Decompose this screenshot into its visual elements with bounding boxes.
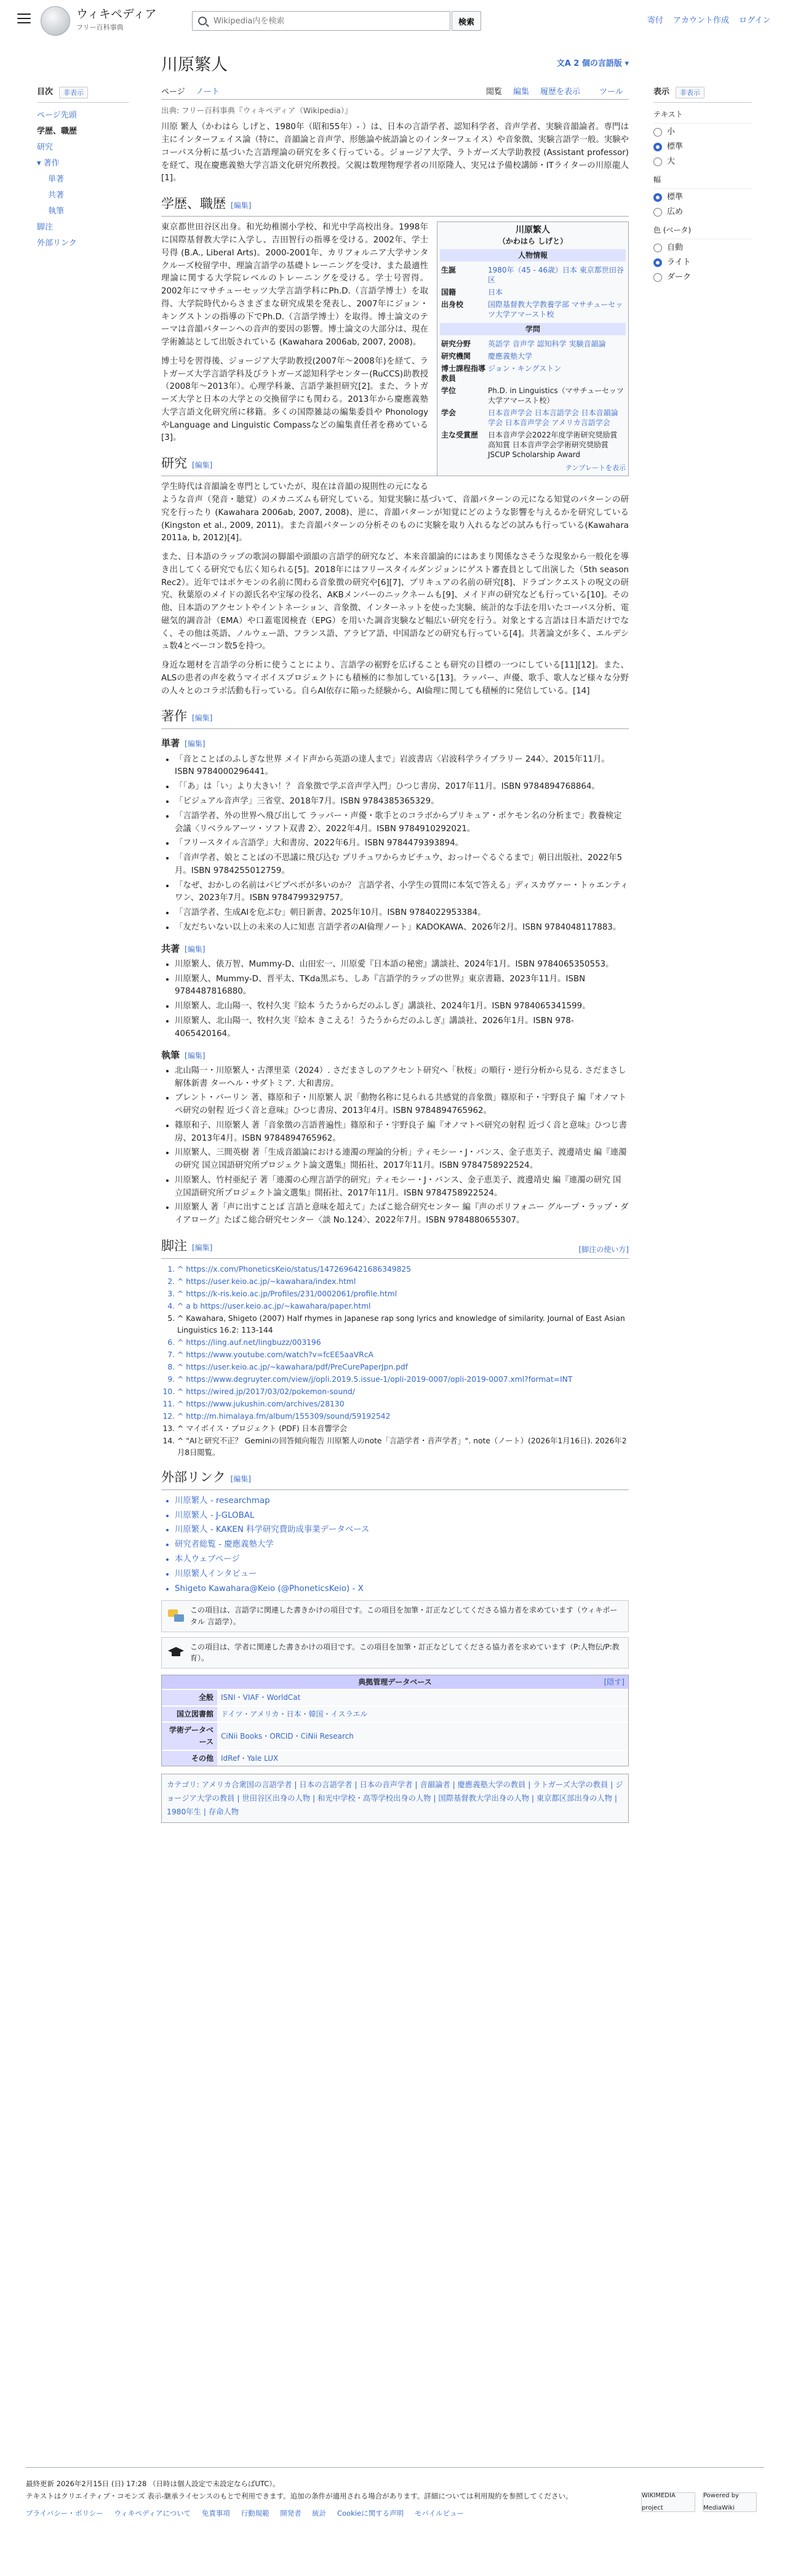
career-paragraph: 博士号を習得後、ジョージア大学助教授(2007年〜2008年)を経て、ラトガーズ大学言語学科及びラトガーズ認知科学センター(RuCCS)助教授（2008年〜2013年）。心理学科兼、言語学兼担研究[2]。また、ラトガーズ大学と日本の大学との交換留学にも関わる。2013年から慶應義塾大学言語文化研究所に移籍。多くの国際雑誌の編集委員や PhonologyやLanguage and Linguistic Compassなどの編集責任者を務めている[3]。 bbox=[161, 356, 428, 443]
reference-item[interactable]: 1. ^ https://x.com/PhoneticsKeio/status/1472696421686349825 bbox=[177, 1264, 629, 1275]
reference-item[interactable]: 10. ^ https://wired.jp/2017/03/02/pokemon-sound/ bbox=[177, 1386, 629, 1398]
radio-text-small[interactable]: 小 bbox=[653, 126, 752, 138]
edit-link[interactable]: [編集] bbox=[231, 201, 252, 210]
radio-color-auto[interactable]: 自動 bbox=[653, 242, 752, 254]
search-icon bbox=[198, 17, 207, 25]
stub-text: この項目は、言語学に関連した書きかけの項目です。この項目を加筆・訂正などしてくださる協力者を求めています（ウィキポータル 言語学）。 bbox=[190, 1606, 618, 1626]
reference-item[interactable]: 2. ^ https://user.keio.ac.jp/~kawahara/index.html bbox=[177, 1276, 629, 1288]
site-header bbox=[0, 0, 790, 42]
infobox bbox=[437, 221, 629, 476]
external-link[interactable]: • 川原繁人 - researchmap bbox=[175, 1495, 629, 1508]
section-heading-works: 著作 [編集] bbox=[161, 708, 629, 729]
footer-link[interactable]: 行動規範 bbox=[241, 2509, 269, 2518]
footer-link[interactable]: 統計 bbox=[312, 2509, 327, 2518]
tab-history[interactable]: 履歴を表示 bbox=[540, 87, 581, 97]
toc-item[interactable]: 研究 bbox=[37, 143, 54, 153]
language-stub-icon bbox=[167, 1607, 185, 1625]
source-note: 出典: フリー百科事典『ウィキペディア（Wikipedia）』 bbox=[161, 106, 353, 115]
list-item: • 篠原和子、川原繁人 著「音象徴の言語普遍性」篠原和子・宇野良子 編『オノマトペ研究の射程 近づく音と意味』ひつじ書房、2013年4月。ISBN 9784894765962。 bbox=[175, 1120, 629, 1146]
page-tabs bbox=[161, 82, 629, 100]
toc-item[interactable]: 学歴、職歴 bbox=[37, 127, 78, 137]
last-modified: 最終更新 2026年2月15日 (日) 17:28 （日時は個人設定で未設定ならばUTC）。 bbox=[26, 2479, 280, 2488]
infobox-value[interactable]: 日本 bbox=[488, 288, 503, 297]
language-selector[interactable]: 文A 2 個の言語版 ▾ bbox=[556, 59, 629, 68]
authority-value[interactable]: CiNii Books・ORCID・CiNii Research bbox=[217, 1722, 628, 1750]
list-item: • 「言語学者、外の世界へ飛び出して ラッパー・声優・歌手とのコラボからプリキュア・ポケモン名の分析まで」教養検定会議〈リベラルアーツ・ソフト双書 2〉、2022年4月。ISBN 9784910292021。 bbox=[175, 810, 629, 836]
list-item: • 川原繁人、北山陽一、牧村久実『絵本 うたうからだのふしぎ』講談社、2024年1月。ISBN 9784065341599。 bbox=[175, 1000, 629, 1013]
infobox-label: 主な受賞歴 bbox=[441, 431, 479, 440]
list-item: • 川原繁人、竹村亜紀子 著「連濁の心理言語学的研究」ティモシー・J・バンス、金子恵美子、渡邊靖史 編『連濁の研究 国立国語研究所プロジェクト論文選集』開拓社、2017年11月。ISBN 9784758922524。 bbox=[175, 1174, 629, 1200]
infobox-value[interactable]: 国際基督教大学教養学部 マサチューセッツ大学アマースト校 bbox=[488, 300, 623, 319]
footer-link[interactable]: 開発者 bbox=[280, 2509, 301, 2518]
chevron-down-icon[interactable]: ▾ bbox=[37, 159, 44, 169]
toc-item[interactable]: ▾ 著作 bbox=[37, 159, 60, 169]
footer-link[interactable]: ウィキペディアについて bbox=[114, 2509, 191, 2518]
article-content bbox=[161, 54, 629, 1823]
authority-title: 典拠管理データベース bbox=[358, 1677, 432, 1686]
radio-width-standard[interactable]: 標準 bbox=[653, 191, 752, 204]
list-item: • 「フリースタイル言語学」大和書房、2022年6月。ISBN 9784479393894。 bbox=[175, 837, 629, 850]
authority-label: その他 bbox=[162, 1750, 217, 1766]
list-item: • 「ビジュアル音声学」三省堂、2018年7月。ISBN 9784385365329。 bbox=[175, 796, 629, 808]
intro-paragraph: 川原 繁人（かわはら しげと、1980年（昭和55年）- ）は、日本の言語学者、認知科学者、音声学者、実験音韻論者。専門は主にインターフェイス論（特に、音韻論と音声学、形態論や統語論とのインターフェイス）や音象徴、実験言語学一般。実験やコーパス分析に基づいた言語理論の研究を多く行っている。ジョージア大学、ラトガーズ大学助教授 (Assistant professor) を経て、現在慶應義塾大学言語文化研究所教授。父親は数理物理学者の川原隆人、実兄は予備校講師・ITライターの川原龍人 [1]。 bbox=[161, 122, 629, 183]
create-account-link[interactable]: アカウント作成 bbox=[673, 16, 730, 25]
infobox-value[interactable]: 1980年（45 - 46歳）日本 東京都世田谷区 bbox=[488, 266, 624, 285]
career-paragraph: 東京都世田谷区出身。和光幼稚園小学校、和光中学高校出身。1998年に国際基督教大学に入学し、吉田智行の指導を受ける。2002年、学士号得 (B.A., Liberal Arts)。2000-2001年、カリフォルニア大学サンタクルーズ校留学中、理論言語学の基礎トレーニングを受け、また最適性理論に関する大学院レベルのトレーニングを受ける。学士号習得。2002年にマサチューセッツ大学言語学科にPh.D.（言語学博士）を取得、大学院時代からさまざまな研究成果を発表し、2007年にジョン・キングストンの指導の下でPh.D.（言語学博士）を取得。博士論文のテーマは音韻パターンへの音声的要因の影響。博士論文の大部分は、現在学術雑誌として出版されている (Kawahara 2006ab, 2007, 2008)。 bbox=[161, 223, 428, 348]
color-label: 色 (ベータ) bbox=[653, 225, 752, 239]
external-link[interactable]: • 川原繁人インタビュー bbox=[175, 1568, 629, 1581]
list-item: • 「友だちいない以上の未来の人に知恵 言語学者のAI倫理ノート」KADOKAWA、2026年2月。ISBN 9784048117883。 bbox=[175, 922, 629, 935]
edit-link[interactable]: [編集] bbox=[192, 714, 213, 723]
wikipedia-globe-logo[interactable] bbox=[41, 6, 70, 36]
list-item: • 川原繁人、北山陽一、牧村久実『絵本 きこえる！うたうからだのふしぎ』講談社、2026年1月。ISBN 978-4065420164。 bbox=[175, 1015, 629, 1041]
translate-icon: 文A bbox=[556, 59, 574, 68]
toc-item[interactable]: 単著 bbox=[48, 175, 65, 185]
infobox-label: 学位 bbox=[441, 386, 457, 396]
toc-item[interactable]: 脚注 bbox=[37, 223, 54, 233]
toc-item[interactable]: 共著 bbox=[48, 191, 65, 201]
infobox-label: 研究機関 bbox=[441, 352, 471, 361]
infobox-label: 出身校 bbox=[441, 300, 464, 309]
width-label: 幅 bbox=[653, 174, 752, 189]
radio-text-large[interactable]: 大 bbox=[653, 156, 752, 168]
external-link[interactable]: • 本人ウェブページ bbox=[175, 1553, 629, 1566]
appearance-panel bbox=[653, 86, 752, 286]
list-item: • 「なぜ、おかしの名前はパピプペポが多いのか？ 言語学者、小学生の質問に本気で答える」ディスカヴァー・トゥエンティワン、2023年7月。ISBN 9784799329757。 bbox=[175, 880, 629, 906]
infobox-label: 博士課程指導教員 bbox=[441, 364, 486, 383]
reference-item[interactable]: 12. ^ http://m.himalaya.fm/album/155309/sound/59192542 bbox=[177, 1411, 629, 1422]
reference-item: 5. ^ Kawahara, Shigeto (2007) Half rhymes in Japanese rap song lyrics and knowledge of similarity. Journal of East Asian Linguistics 16.2: 113-144 bbox=[177, 1313, 629, 1336]
infobox-label: 研究分野 bbox=[441, 340, 471, 349]
external-link[interactable]: • 研究者総覧 - 慶應義塾大学 bbox=[175, 1539, 629, 1552]
list-item: • ブレント・バーリン 著、篠原和子・川原繁人 訳「動物名称に見られる共感覚的音象徴」篠原和子・宇野良子 編『オノマトペ研究の射程 近づく音と意味』ひつじ書房、2013年4月。ISBN 9784894765962。 bbox=[175, 1092, 629, 1118]
tab-talk[interactable]: ノート bbox=[196, 87, 220, 97]
stub-text: この項目は、学者に関連した書きかけの項目です。この項目を加筆・訂正などしてくださる協力者を求めています（P:人物伝/P:教育）。 bbox=[190, 1642, 620, 1663]
authority-label: 全般 bbox=[162, 1689, 217, 1706]
infobox-label: 国籍 bbox=[441, 288, 457, 297]
section-heading-research: 研究 [編集] bbox=[161, 455, 629, 476]
footer-link[interactable]: Cookieに関する声明 bbox=[337, 2509, 404, 2518]
infobox-value[interactable]: 英語学 音声学 認知科学 実験音韻論 bbox=[488, 340, 606, 349]
logo-tagline: フリー百科事典 bbox=[76, 23, 124, 31]
edit-link[interactable]: [編集] bbox=[185, 1051, 205, 1060]
infobox-label: 学会 bbox=[441, 409, 457, 418]
footer-link[interactable]: モバイルビュー bbox=[414, 2509, 465, 2518]
page-title: 川原繁人 bbox=[161, 55, 228, 74]
authority-hide-link[interactable]: [隠す] bbox=[604, 1677, 624, 1686]
mediawiki-badge[interactable]: Powered by MediaWiki bbox=[703, 2492, 757, 2512]
notes-help-link[interactable]: [脚注の使い方] bbox=[578, 1245, 629, 1254]
subsection-heading-coauthored: 共著 [編集] bbox=[161, 943, 205, 954]
footer-link[interactable]: プライバシー・ポリシー bbox=[26, 2509, 103, 2518]
external-links-list bbox=[161, 1495, 629, 1595]
single-works-list bbox=[161, 754, 629, 935]
references-list bbox=[161, 1264, 629, 1459]
external-link[interactable]: • 川原繁人 - KAKEN 科学研究費助成事業データベース bbox=[175, 1524, 629, 1537]
authority-control bbox=[161, 1675, 629, 1767]
appearance-title: 表示 bbox=[653, 87, 670, 97]
infobox-value: Ph.D. in Linguistics（マサチューセッツ大学アマースト校） bbox=[488, 386, 624, 405]
section-heading-external: 外部リンク [編集] bbox=[161, 1469, 629, 1490]
infobox-kana: （かわはら しげと） bbox=[498, 237, 568, 246]
list-item: • 川原繁人 著「声に出すことば 言語と意味を超えて」たばこ総合研究センター 編『声のポリフォニー グループ・ラップ・ダイアローグ』たばこ総合研究センター〈談 No.124〉、2022年7月。ISBN 9784880655307。 bbox=[175, 1202, 629, 1227]
list-item: • 「音とことばのふしぎな世界 メイド声から英語の達人まで」岩波書店〈岩波科学ライブラリー 244〉、2015年11月。ISBN 9784000296441。 bbox=[175, 754, 629, 780]
toc-item[interactable]: ページ先頭 bbox=[37, 111, 77, 121]
reference-item[interactable]: 4. ^ a b https://user.keio.ac.jp/~kawahara/paper.html bbox=[177, 1301, 629, 1312]
logo-wordmark[interactable]: ウィキペディア bbox=[76, 7, 157, 21]
edit-link[interactable]: [編集] bbox=[185, 944, 205, 954]
toc-item[interactable]: 執筆 bbox=[48, 207, 65, 217]
list-item: • 川原繁人、三間英樹 著「生成音韻論における連濁の理論的分析」ティモシー・J・バンス、金子恵美子、渡邊靖史 編『連濁の研究 国立国語研究所プロジェクト論文選集』開拓社、2017年11月。ISBN 9784758922524。 bbox=[175, 1147, 629, 1173]
page-footer bbox=[26, 2467, 764, 2519]
authority-value[interactable]: ISNI・VIAF・WorldCat bbox=[217, 1689, 628, 1706]
external-link[interactable]: • 川原繁人 - J-GLOBAL bbox=[175, 1510, 629, 1523]
edit-link[interactable]: [編集] bbox=[185, 740, 205, 749]
stub-notice bbox=[161, 1637, 629, 1669]
toc-hide-button[interactable]: 非表示 bbox=[59, 87, 88, 98]
stub-notice bbox=[161, 1600, 629, 1632]
radio-width-wide[interactable]: 広め bbox=[653, 206, 752, 218]
search-button[interactable]: 検索 bbox=[452, 11, 481, 31]
external-link[interactable]: • Shigeto Kawahara@Keio (@PhoneticsKeio) - X bbox=[175, 1583, 629, 1596]
coauthored-works-list bbox=[161, 959, 629, 1041]
infobox-value[interactable]: 日本音声学会 日本言語学会 日本音韻論学会 日本音声学会 アメリカ言語学会 bbox=[488, 409, 618, 428]
infobox-section-person: 人物情報 bbox=[440, 249, 626, 261]
edit-link[interactable]: [編集] bbox=[192, 1243, 213, 1252]
radio-text-standard[interactable]: 標準 bbox=[653, 141, 752, 153]
infobox-label: 生誕 bbox=[441, 266, 457, 275]
categories-box[interactable]: カテゴリ: アメリカ合衆国の言語学者 | 日本の言語学者 | 日本の音声学者 | 音韻論者 | 慶應義塾大学の教員 | ラトガーズ大学の教員 | ジョージア大学の教員 | 世田谷区出身の人物 | 和光中学校・高等学校出身の人物 | 国際基督教大学出身の人物 | 東京都区部出身の人物 | 1980年生 | 存命人物 bbox=[161, 1774, 629, 1823]
reference-item[interactable]: 11. ^ https://www.jukushin.com/archives/28130 bbox=[177, 1398, 629, 1410]
subsection-heading-single: 単著 [編集] bbox=[161, 738, 205, 749]
authority-value[interactable]: IdRef・Yale LUX bbox=[217, 1750, 628, 1766]
reference-item[interactable]: 6. ^ https://ling.auf.net/lingbuzz/003196 bbox=[177, 1337, 629, 1349]
reference-item[interactable]: 7. ^ https://www.youtube.com/watch?v=fcEE5aaVRcA bbox=[177, 1349, 629, 1361]
template-link[interactable]: テンプレートを表示 bbox=[565, 464, 626, 473]
reference-item: 13. ^ マイボイス・プロジェクト (PDF) 日本音響学会 bbox=[177, 1423, 629, 1435]
login-link[interactable]: ログイン bbox=[739, 16, 771, 25]
reference-item[interactable]: 9. ^ https://www.degruyter.com/view/j/opli.2019.5.issue-1/opli-2019-0007/opli-2019-0007.xml?format=INT bbox=[177, 1374, 629, 1386]
authority-value[interactable]: ドイツ・アメリカ・日本・韓国・イスラエル bbox=[217, 1706, 628, 1723]
infobox-value[interactable]: 慶應義塾大学 bbox=[488, 352, 533, 361]
tab-page[interactable]: ページ bbox=[161, 87, 185, 97]
research-paragraph: また、日本語のラップの歌詞の脚韻や頭韻の言語学的研究など、本来音韻論的にはあまり関係なさそうな現象から一般化を導き出してくる研究でも広く知られる[5]。2018年にはフリースタイルダンジョンにゲスト審査員として出演した（5th season Rec2）。近年ではポケモンの名前に関わる音象徴の研究や[6][7]、プリキュアの名前の研究[8]、ドラゴンクエストの呪文の研究、秋葉原のメイドの源氏名や宝塚の役名、AKBメンバーのニックネームも[9]、メイド声の研究なども行っている[10]。その他、日本語のアクセントやイントネーション、音象徴、インターネットを使った実験、統計的な手法を用いたコーパス分析、電磁気的調音計（EMA）や口蓋電図検査（EPG）を用いた調音実験など幅広い研究を行う。対象とする言語は日本語だけでなく、その他は英語、ノルウェー語、フランス語、アラビア語、中国語などの研究も行っている[4]。共著論文が多く、エルデシュ数4とベーコン数5を持つ。 bbox=[161, 552, 629, 652]
list-item: • 川原繁人、俵万智、Mummy-D、山田宏一、川原愛『日本語の秘密』講談社、2024年1月。ISBN 9784065350553。 bbox=[175, 959, 629, 971]
footer-link[interactable]: 免責事項 bbox=[201, 2509, 230, 2518]
research-paragraph: 身近な題材を言語学の分析に使うことにより、言語学の裾野を広げることも研究の目標の一つにしている[11][12]。また、ALSの患者の声を救うマイボイスプロジェクトにも積極的に参加している[13]。ラッパー、声優、歌手、歌人など様々な分野の人々とのコラボ活動も行っている。自らAI依存に陥った経験から、AI倫理に関しても積極的に発信している。[14] bbox=[161, 661, 629, 696]
edit-link[interactable]: [編集] bbox=[192, 461, 213, 470]
section-heading-career: 学歴、職歴 [編集] bbox=[161, 195, 629, 217]
infobox-value[interactable]: ジョン・キングストン bbox=[488, 364, 562, 373]
chapter-works-list bbox=[161, 1065, 629, 1227]
mortarboard-icon bbox=[167, 1643, 185, 1662]
authority-label: 学術データベース bbox=[162, 1722, 217, 1750]
radio-color-light[interactable]: ライト bbox=[653, 257, 752, 269]
edit-link[interactable]: [編集] bbox=[230, 1474, 251, 1483]
infobox-section-academic: 学問 bbox=[440, 323, 626, 335]
list-item: • 「音声学者、娘とことばの不思議に飛び込む プリチュワからカピチュウ、おっけーぐるぐるまで」朝日出版社、2022年5月。ISBN 9784255012759。 bbox=[175, 852, 629, 878]
section-heading-notes: 脚注 [編集] [脚注の使い方] bbox=[161, 1237, 629, 1259]
license-note: テキストはクリエイティブ・コモンズ 表示-継承ライセンスのもとで利用できます。追加の条件が適用される場合があります。詳細については利用規約を参照してください。 bbox=[26, 2492, 573, 2500]
toc-item[interactable]: 外部リンク bbox=[37, 239, 77, 249]
main-menu-icon[interactable] bbox=[17, 14, 31, 25]
list-item: • 川原繁人、Mummy-D、晋平太、TKda黒ぶち、しあ『言語学的ラップの世界』東京書籍、2023年11月。ISBN 9784487816880。 bbox=[175, 973, 629, 999]
radio-color-dark[interactable]: ダーク bbox=[653, 271, 752, 284]
research-paragraph: 学生時代は音韻論を専門としていたが、現在は音韻の規則性の元になるような音声（発音・聴覚）のメカニズムも研究している。知覚実験に基づいて、音韻パターンの元になる知覚のパターンの研究を行ったり (Kawahara 2006ab, 2007, 2008)、逆に、音韻パターンが知覚にどのような影響を与えるかを研究している (Kingston et al., 2009, 2011)。また音韻パターンの分析そのものに実験を取り入れるなどの試みも行っている(Kawahara 2011a, b, 2012)[4]。 bbox=[161, 482, 629, 543]
search-input[interactable] bbox=[192, 11, 450, 31]
infobox-name: 川原繁人 bbox=[516, 225, 550, 236]
list-item: • 「言語学者、生成AIを危ぶむ」朝日新書、2025年10月。ISBN 9784022953384。 bbox=[175, 907, 629, 920]
table-of-contents bbox=[37, 86, 129, 252]
authority-label: 国立図書館 bbox=[162, 1706, 217, 1723]
donate-link[interactable]: 寄付 bbox=[647, 16, 664, 25]
tab-tools[interactable]: ツール bbox=[599, 87, 623, 97]
toc-title: 目次 bbox=[37, 87, 54, 97]
list-item: • 北山陽一・川原繁人・古澤里菜（2024）. さだまさしのアクセント研究へ「秋桜」の順行・逆行分析から見る. さだまさし解体新書 ターヘル・サダトミア. 大和書房。 bbox=[175, 1065, 629, 1091]
reference-item: 14. ^ "AIと研究不正？ Geminiの回答傾向報告 川原繁人のnote「言語学者・音声学者」". note（ノート）(2026年1月16日). 2026年2月8日閲覧。 bbox=[177, 1435, 629, 1459]
appearance-hide-button[interactable]: 非表示 bbox=[676, 87, 704, 98]
tab-edit[interactable]: 編集 bbox=[513, 87, 530, 97]
list-item: • 「「あ」は「い」より大きい！？ 音象徴で学ぶ音声学入門」ひつじ書房、2017年11月。ISBN 9784894768864。 bbox=[175, 781, 629, 794]
wikimedia-badge[interactable]: WIKIMEDIA project bbox=[641, 2492, 695, 2512]
tab-read[interactable]: 閲覧 bbox=[486, 87, 503, 97]
reference-item[interactable]: 8. ^ https://user.keio.ac.jp/~kawahara/pdf/PreCurePaperJpn.pdf bbox=[177, 1362, 629, 1373]
subsection-heading-chapters: 執筆 [編集] bbox=[161, 1049, 205, 1061]
text-size-label: テキスト bbox=[653, 109, 752, 124]
reference-item[interactable]: 3. ^ https://k-ris.keio.ac.jp/Profiles/231/0002061/profile.html bbox=[177, 1288, 629, 1300]
infobox-value: 日本音声学会2022年度学術研究奨励賞 高知賞 日本音声学会学術研究奨励賞 JSCUP Scholarship Award bbox=[488, 431, 618, 460]
